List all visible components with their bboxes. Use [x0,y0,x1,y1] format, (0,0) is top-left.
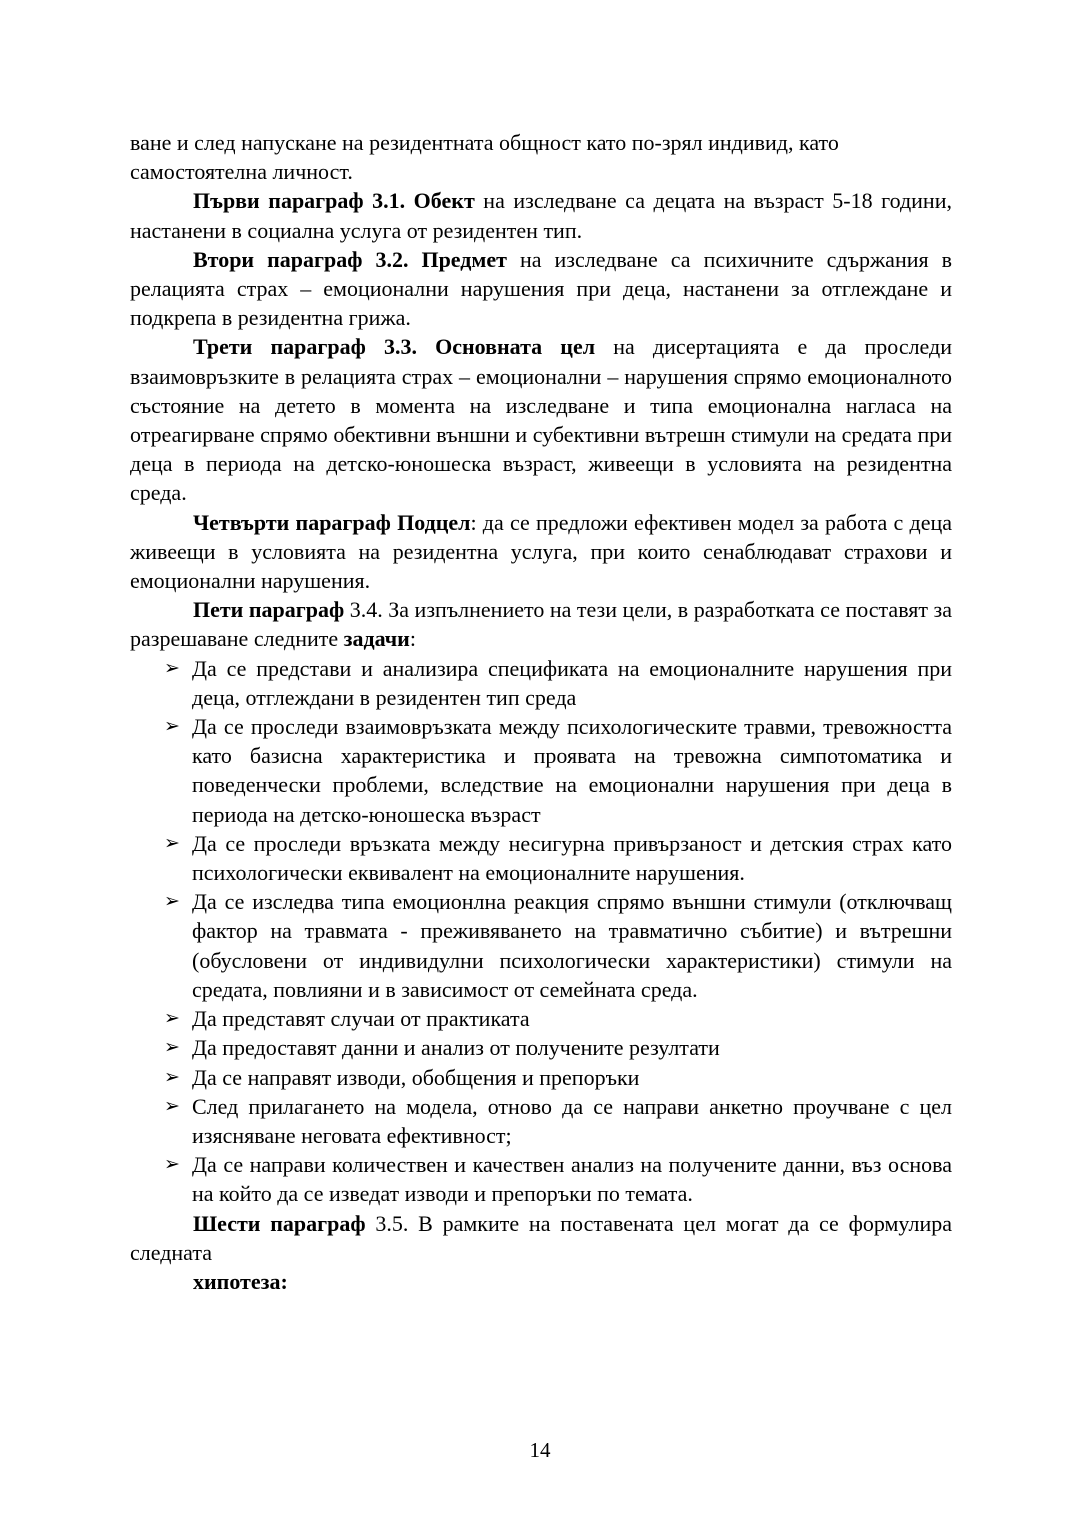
list-item-text: Да представят случаи от практиката [192,1006,530,1032]
list-item-text: Да се направи количествен и качествен анализ на получените данни, въз основа на който да се изведат изводи и препоръки по темата. [192,1152,952,1207]
paragraph-lead: Първи параграф 3.1. Обект [193,188,475,214]
page-body [130,128,952,1296]
paragraph-text: : да се предложи ефективен модел за работа с деца живеещи в условията на резидентна услуга, при които сенаблюдават страхови и емоционални нарушения. [130,509,952,594]
list-item [130,1033,952,1062]
arrow-bullet-icon: ➢ [164,1036,180,1059]
paragraph-text: на дисертацията е да проследи взаимовръзките в релацията страх – емоционални – нарушения спрямо емоционалното състояние на детето в момента на изследване и типа емоционална нагласа на отреагирване спрямо обективни външни и субективни вътрешн стимули на средата при деца в периода на детско-юношеска възраст, живеещи в условията на резидентна среда. [130,334,952,506]
list-item-text: След прилагането на модела, отново да се направи анкетно проучване с цел изясняване неговата ефективност; [192,1093,952,1148]
paragraph-text: 3.5. В рамките на поставената цел могат да се формулира следната [130,1210,952,1265]
paragraph-object [130,186,952,244]
arrow-bullet-icon: ➢ [164,1153,180,1176]
list-item [130,1063,952,1092]
paragraph-subgoal [130,508,952,596]
hypothesis-label: хипотеза: [193,1268,288,1294]
paragraph-lead: Втори параграф 3.2. Предмет [193,246,507,272]
paragraph-lead: Шести параграф [193,1210,366,1236]
paragraph-hypothesis-intro [130,1209,952,1267]
paragraph-main-goal [130,332,952,507]
arrow-bullet-icon: ➢ [164,1094,180,1117]
list-item-text: Да се проследи взаимовръзката между психологическите травми, тревожността като базисна характеристика и проявата на тревожна симпотоматика и поведенчески проблеми, вследствие на емоционални нарушения при деца в периода на детско-юношеска възраст [192,714,952,827]
paragraph-lead: Пети параграф [193,597,345,623]
paragraph-lead: Четвърти параграф Подцел [193,509,471,535]
arrow-bullet-icon: ➢ [164,715,180,738]
hypothesis-heading [130,1267,952,1296]
page-number: 14 [529,1438,551,1462]
paragraph-lead: Трети параграф 3.3. Основната цел [193,334,596,360]
list-item [130,1150,952,1208]
paragraph-subject [130,245,952,333]
list-item [130,829,952,887]
arrow-bullet-icon: ➢ [164,1065,180,1088]
arrow-bullet-icon: ➢ [164,831,180,854]
list-item [130,887,952,1004]
list-item [130,1092,952,1150]
paragraph-text: на изследване са психичните сдържания в релацията страх – емоционални нарушения при деца, настанени за отглеждане и подкрепа в резидентна грижа. [130,246,952,331]
arrow-bullet-icon: ➢ [164,656,180,679]
arrow-bullet-icon: ➢ [164,890,180,913]
arrow-bullet-icon: ➢ [164,1007,180,1030]
paragraph-continuation: ване и след напускане на резидентната общност като по-зрял индивид, като самостоятелна личност. [130,130,839,185]
paragraph-text: на изследване са децата на възраст 5-18 години, настанени в социална услуга от резидентен тип. [130,188,952,243]
list-item-text: Да се проследи връзката между несигурна привързаност и детския страх като психологически еквивалент на емоционалните нарушения. [192,830,952,886]
paragraph-tasks-intro [130,595,952,653]
paragraph-text: 3.4. За изпълнението на тези цели, в разработката се поставят за разрешаване следните [130,597,952,652]
list-item-text: Да се изследва типа емоционлна реакция спрямо външни стимули (отключващ фактор на травмата - преживяването на травматично събитие) и вътрешни (обусловени от индивидулни психологически характеристики) стимули на средата, повлияни и в зависимост от семейната среда. [192,889,952,1002]
list-item-text: Да се представи и анализира спецификата на емоционалните нарушения при деца, отглеждани в резидентен тип среда [192,655,952,710]
list-item-text: Да предоставят данни и анализ от получените резултати [192,1035,720,1061]
list-item [130,654,952,712]
list-item [130,1004,952,1033]
tasks-keyword: задачи [343,626,410,652]
paragraph-end: : [409,626,416,652]
tasks-list [130,654,952,1209]
list-item [130,712,952,829]
list-item-text: Да се направят изводи, обобщения и препоръки [192,1064,640,1090]
